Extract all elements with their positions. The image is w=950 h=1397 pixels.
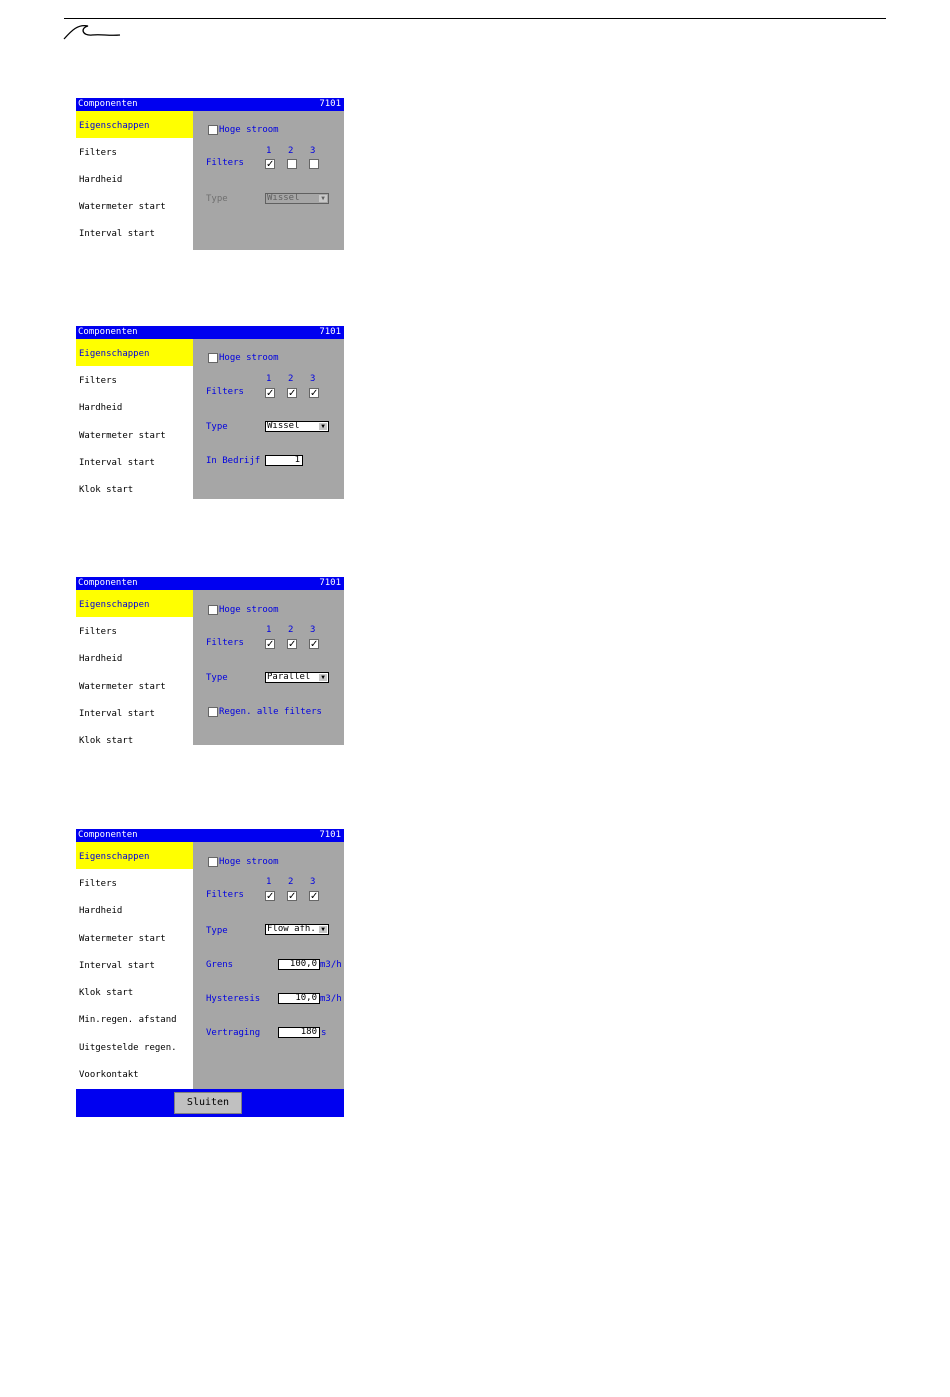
title-bar [76,326,344,339]
in-bedrijf-field[interactable]: 1 [265,455,303,466]
filter-3-checkbox[interactable]: ✓ [310,639,319,650]
menu-item-interval-start[interactable]: Interval start [79,229,155,239]
filter-2-checkbox[interactable]: ✓ [288,891,297,902]
menu-item-hardheid[interactable]: Hardheid [79,403,123,413]
regen-alle-filters-checkbox[interactable] [208,707,218,717]
type-value: Parallel [267,672,311,682]
vertraging-unit: s [321,1028,327,1038]
componenten-panel-2 [76,326,344,499]
filter-number-2: 2 [288,877,294,887]
hysteresis-label: Hysteresis [206,994,261,1004]
hoge-stroom-checkbox[interactable] [208,125,218,135]
title-bar [76,98,344,111]
filter-number-2: 2 [288,625,294,635]
menu-item-min-regen-afstand[interactable]: Min.regen. afstand [79,1015,177,1025]
window-title: Componenten [78,327,138,337]
title-bar [76,577,344,590]
vertraging-label: Vertraging [206,1028,261,1038]
properties-area [193,590,344,745]
menu-list [76,842,193,1089]
hoge-stroom-label: Hoge stroom [219,125,279,135]
componenten-panel-3 [76,577,344,745]
menu-list [76,111,193,250]
filter-number-2: 2 [288,374,294,384]
filter-number-1: 1 [266,625,272,635]
menu-item-uitgestelde-regen[interactable]: Uitgestelde regen. [79,1043,177,1053]
filter-1-checkbox[interactable]: ✓ [266,891,275,902]
menu-item-filters[interactable]: Filters [79,627,117,637]
hoge-stroom-checkbox[interactable] [208,857,218,867]
menu-item-hardheid[interactable]: Hardheid [79,906,123,916]
filter-number-3: 3 [310,877,316,887]
menu-item-voorkontakt[interactable]: Voorkontakt [79,1070,139,1080]
properties-area [193,842,344,1089]
hysteresis-unit: m3/h [320,994,342,1004]
filter-1-checkbox[interactable]: ✓ [266,639,275,650]
type-label: Type [206,673,228,683]
properties-area [193,111,344,250]
menu-item-filters[interactable]: Filters [79,148,117,158]
menu-list [76,339,193,499]
dropdown-arrow-icon: ▼ [319,674,327,681]
filter-3-checkbox[interactable]: ✓ [310,388,319,399]
menu-item-klok-start[interactable]: Klok start [79,736,134,745]
hysteresis-field[interactable]: 10,0 [278,993,320,1004]
window-title: Componenten [78,578,138,588]
type-dropdown[interactable] [265,672,329,683]
menu-list [76,590,193,745]
menu-item-hardheid[interactable]: Hardheid [79,654,123,664]
menu-item-interval-start[interactable]: Interval start [79,709,155,719]
hoge-stroom-label: Hoge stroom [219,857,279,867]
filters-label: Filters [206,387,244,397]
wave-logo-icon [62,22,122,42]
hoge-stroom-checkbox[interactable] [208,605,218,615]
screen-code: 7101 [319,327,341,337]
filter-number-1: 1 [266,877,272,887]
menu-item-filters[interactable]: Filters [79,376,117,386]
hoge-stroom-label: Hoge stroom [219,353,279,363]
type-dropdown[interactable] [265,924,329,935]
grens-field[interactable]: 100,0 [278,959,320,970]
type-value: Wissel [267,421,300,431]
vertraging-field[interactable]: 180 [278,1027,320,1038]
filters-label: Filters [206,890,244,900]
filter-1-checkbox[interactable]: ✓ [266,388,275,399]
type-value: Flow afh. [267,924,316,934]
type-dropdown[interactable] [265,193,329,204]
filter-number-3: 3 [310,374,316,384]
menu-item-eigenschappen[interactable]: Eigenschappen [76,590,193,617]
type-label: Type [206,926,228,936]
filter-number-2: 2 [288,146,294,156]
menu-item-interval-start[interactable]: Interval start [79,458,155,468]
menu-item-watermeter-start[interactable]: Watermeter start [79,202,166,212]
filter-2-checkbox[interactable] [287,159,297,169]
bottom-bar [76,1089,344,1117]
header-rule [64,18,886,19]
menu-item-hardheid[interactable]: Hardheid [79,175,123,185]
hoge-stroom-checkbox[interactable] [208,353,218,363]
menu-item-watermeter-start[interactable]: Watermeter start [79,431,166,441]
filter-number-1: 1 [266,374,272,384]
dropdown-arrow-icon: ▼ [319,195,327,202]
grens-unit: m3/h [320,960,342,970]
menu-item-klok-start[interactable]: Klok start [79,485,134,495]
title-bar [76,829,344,842]
type-label: Type [206,422,228,432]
menu-item-eigenschappen[interactable]: Eigenschappen [76,339,193,366]
screen-code: 7101 [319,99,341,109]
filter-2-checkbox[interactable]: ✓ [288,639,297,650]
menu-item-filters[interactable]: Filters [79,879,117,889]
menu-item-eigenschappen[interactable]: Eigenschappen [76,842,193,869]
type-value: Wissel [267,193,300,203]
menu-item-watermeter-start[interactable]: Watermeter start [79,934,166,944]
filter-3-checkbox[interactable] [309,159,319,169]
window-title: Componenten [78,99,138,109]
grens-label: Grens [206,960,234,970]
filter-number-1: 1 [266,146,272,156]
filter-1-checkbox[interactable]: ✓ [266,159,275,170]
regen-alle-filters-label: Regen. alle filters [219,707,322,717]
filters-label: Filters [206,158,244,168]
menu-item-watermeter-start[interactable]: Watermeter start [79,682,166,692]
type-label: Type [206,194,228,204]
dropdown-arrow-icon: ▼ [319,926,327,933]
screen-code: 7101 [319,578,341,588]
componenten-panel-1 [76,98,344,250]
properties-area [193,339,344,499]
dropdown-arrow-icon: ▼ [319,423,327,430]
menu-item-interval-start[interactable]: Interval start [79,961,155,971]
in-bedrijf-label: In Bedrijf [206,456,261,466]
menu-item-eigenschappen[interactable]: Eigenschappen [76,111,193,138]
window-title: Componenten [78,830,138,840]
type-dropdown[interactable] [265,421,329,432]
componenten-panel-4 [76,829,344,1117]
filter-3-checkbox[interactable]: ✓ [310,891,319,902]
menu-item-klok-start[interactable]: Klok start [79,988,134,998]
sluiten-button[interactable]: Sluiten [174,1092,242,1114]
hoge-stroom-label: Hoge stroom [219,605,279,615]
filter-number-3: 3 [310,146,316,156]
filter-2-checkbox[interactable]: ✓ [288,388,297,399]
screen-code: 7101 [319,830,341,840]
filters-label: Filters [206,638,244,648]
filter-number-3: 3 [310,625,316,635]
